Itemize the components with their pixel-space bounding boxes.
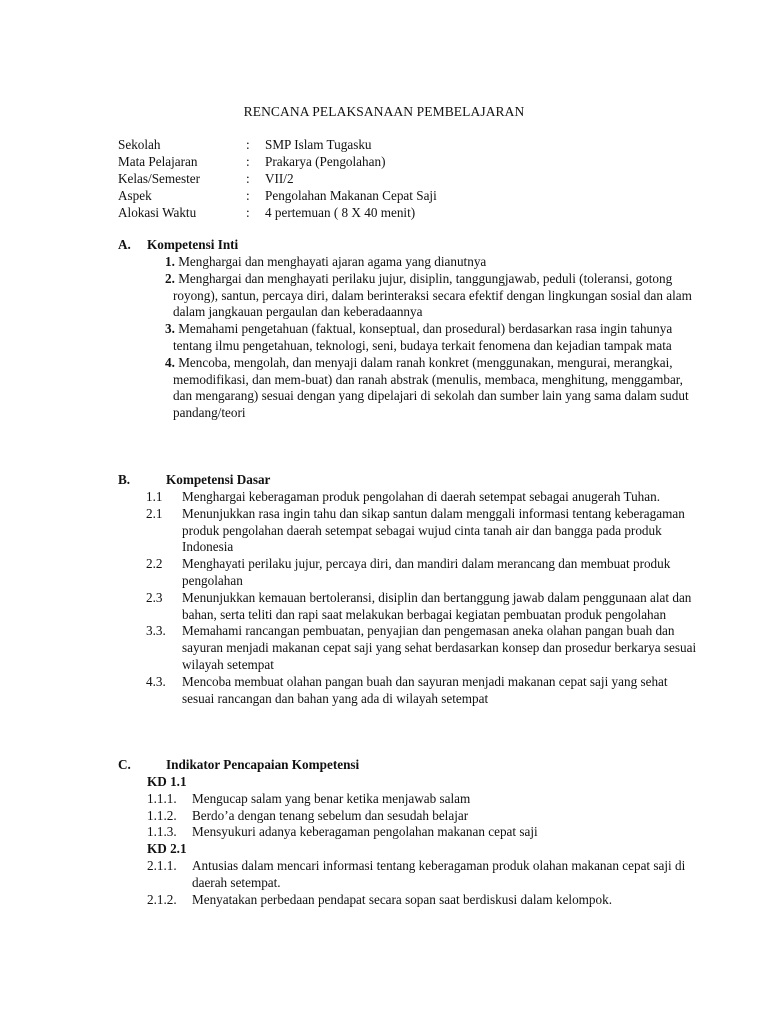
list-item [118, 321, 698, 355]
item-text: Menghargai dan menghayati ajaran agama yang dianutnya [178, 254, 487, 269]
item-number: 2.1.2. [147, 891, 177, 907]
item-number: 1.1.1. [147, 790, 177, 806]
identity-row [118, 171, 678, 188]
list-item [118, 791, 698, 808]
identity-colon: : [246, 154, 250, 169]
item-text: Mensyukuri adanya keberagaman pengolahan makanan cepat saji [192, 824, 538, 840]
section-heading [118, 237, 698, 254]
item-text: Menghargai keberagaman produk pengolahan di daerah setempat sebagai anugerah Tuhan. [182, 489, 661, 504]
item-text: Mengucap salam yang benar ketika menjawab salam [192, 790, 471, 806]
identity-value: Pengolahan Makanan Cepat Saji [265, 188, 437, 203]
identity-label: Kelas/Semester [118, 171, 201, 186]
item-text: Mencoba, mengolah, dan menyaji dalam ranah konkret (menggunakan, mengurai, merangkai, memodifikasi, dan mem-buat) dan ranah abstrak (menulis, membaca, menghitung, menggambar, dan mengarang) sesuai dengan yang dipelajari di sekolah dan sumber lain yang sama dalam sudut pandang/teori [173, 354, 689, 421]
identity-label: Alokasi Waktu [118, 205, 197, 220]
item-text: Menunjukkan kemauan bertoleransi, disiplin dan bertanggung jawab dalam penggunaan alat dan bahan, serta teliti dan rapi saat melakukan berbagai kegiatan pembuatan produk pengolahan [182, 589, 692, 622]
list-item [118, 271, 698, 321]
item-text: Mencoba membuat olahan pangan buah dan sayuran menjadi makanan cepat saji yang sehat sesuai rancangan dan bahan yang ada di wilayah setempat [182, 673, 668, 706]
item-number: 2.1 [146, 505, 163, 521]
section-kompetensi-dasar [118, 472, 698, 707]
item-text: Menghayati perilaku jujur, percaya diri, dan mandiri dalam merancang dan membuat produk pengolahan [182, 556, 671, 588]
identity-value: 4 pertemuan ( 8 X 40 menit) [265, 205, 416, 220]
identity-row [118, 137, 678, 154]
list-item [118, 623, 698, 673]
item-text: Memahami pengetahuan (faktual, konseptual, dan prosedural) berdasarkan rasa ingin tahunya tentang ilmu pengetahuan, teknologi, seni, budaya terkait fenomena dan kejadian tampak mata [173, 321, 673, 353]
item-number: 2. [165, 270, 175, 286]
section-title: Indikator Pencapaian Kompetensi [166, 757, 360, 772]
section-letter: B. [118, 472, 131, 487]
item-text: Menghargai dan menghayati perilaku jujur, disiplin, tanggungjawab, peduli (toleransi, gotong royong), santun, percaya diri, dalam berinteraksi secara efektif dengan lingkungan sosial dan alam dalam jangkauan pergaulan dan keberadaannya [173, 270, 692, 320]
item-text: Menyatakan perbedaan pendapat secara sopan saat berdiskusi dalam kelompok. [192, 891, 613, 907]
section-title: Kompetensi Dasar [166, 472, 271, 487]
item-text: Antusias dalam mencari informasi tentang keberagaman produk olahan makanan cepat saji di daerah setempat. [192, 857, 686, 890]
item-number: 1.1.3. [147, 824, 177, 840]
identity-colon: : [246, 188, 250, 203]
list-item [118, 489, 698, 506]
kd-heading: KD 1.1 [147, 774, 187, 789]
item-text: Menunjukkan rasa ingin tahu dan sikap santun dalam menggali informasi tentang keberagaman produk pengolahan daerah setempat sebagai wujud cinta tanah air dan bangga pada produk Indonesia [182, 505, 685, 555]
item-number: 2.2 [146, 556, 163, 572]
identity-row [118, 154, 678, 171]
section-indikator [118, 757, 698, 908]
list-item [118, 590, 698, 624]
document-title: RENCANA PELAKSANAAN PEMBELAJARAN [243, 104, 525, 119]
identity-colon: : [246, 171, 250, 186]
item-text: Berdo’a dengan tenang sebelum dan sesudah belajar [192, 807, 469, 823]
list-item [118, 506, 698, 556]
identity-label: Aspek [118, 188, 152, 203]
identity-label: Mata Pelajaran [118, 154, 198, 169]
item-number: 4. [165, 354, 175, 370]
kd-heading: KD 2.1 [147, 841, 187, 857]
section-title: Kompetensi Inti [147, 237, 239, 252]
item-number: 2.1.1. [147, 857, 177, 873]
list-item [118, 892, 698, 909]
list-item [118, 556, 698, 590]
item-number: 3. [165, 321, 175, 337]
section-kompetensi-inti [118, 237, 698, 422]
section-letter: A. [118, 237, 131, 252]
item-number: 3.3. [146, 623, 166, 639]
list-item [118, 858, 698, 892]
identity-label: Sekolah [118, 137, 161, 152]
identity-row [118, 205, 678, 222]
identity-table [118, 137, 678, 222]
identity-row [118, 188, 678, 205]
item-number: 1.1 [146, 489, 163, 504]
identity-colon: : [246, 205, 250, 220]
section-heading [118, 757, 698, 774]
item-number: 1. [165, 254, 175, 269]
list-item [118, 674, 698, 708]
item-number: 1.1.2. [147, 807, 177, 823]
list-item [118, 355, 698, 422]
list-item [118, 808, 698, 825]
identity-value: VII/2 [265, 171, 294, 186]
section-letter: C. [118, 757, 131, 772]
identity-colon: : [246, 137, 250, 152]
list-item [118, 824, 698, 841]
item-text: Memahami rancangan pembuatan, penyajian dan pengemasan aneka olahan pangan buah dan sayuran menjadi makanan cepat saji yang sehat berdasarkan konsep dan prosedur berkarya sesuai wilayah setempat [182, 623, 697, 672]
identity-value: SMP Islam Tugasku [265, 137, 372, 152]
list-item [118, 254, 698, 271]
identity-value: Prakarya (Pengolahan) [265, 154, 386, 169]
item-number: 2.3 [146, 589, 163, 605]
item-number: 4.3. [146, 673, 166, 689]
section-heading [118, 472, 698, 489]
